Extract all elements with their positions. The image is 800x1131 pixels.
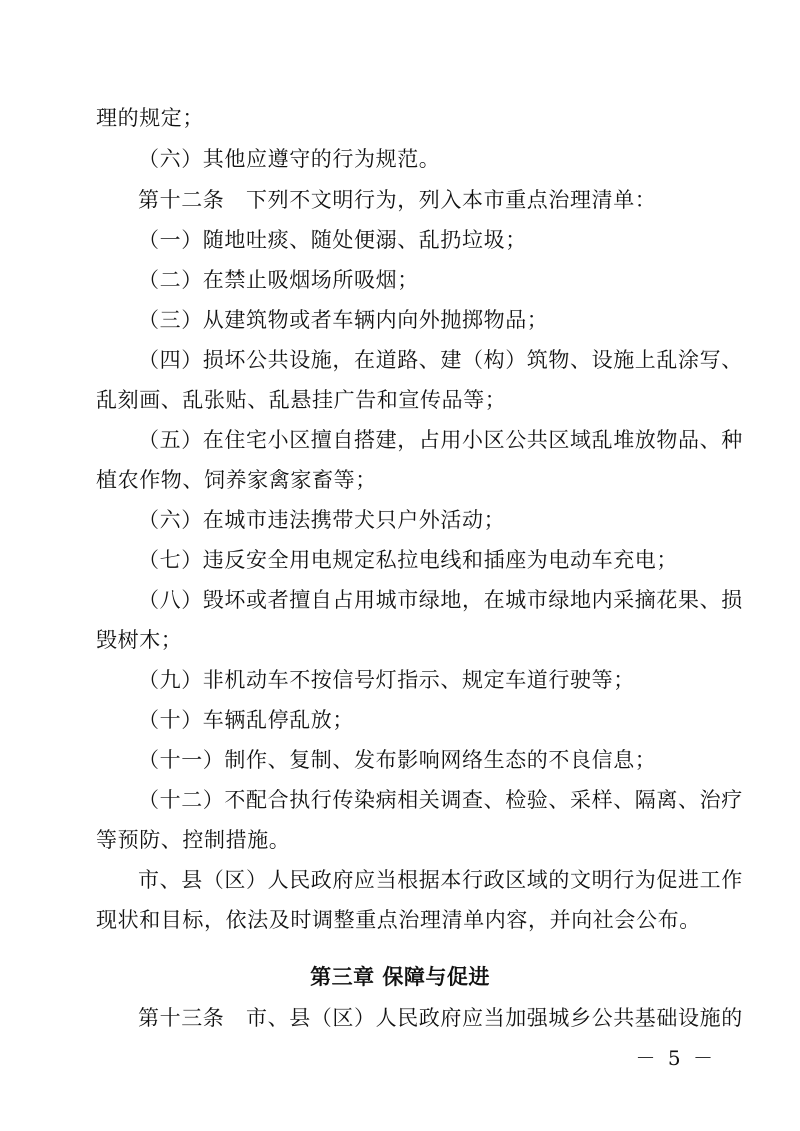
article-12-heading: 第十二条 下列不文明行为，列入本市重点治理清单： — [138, 188, 657, 212]
text-line: （六）其他应遵守的行为规范。 — [138, 147, 441, 171]
text-line: 等预防、控制措施。 — [96, 828, 291, 852]
list-item: （八）毁坏或者擅自占用城市绿地，在城市绿地内采摘花果、损 — [138, 588, 743, 612]
list-item: （二）在禁止吸烟场所吸烟； — [138, 268, 419, 292]
list-item: （十二）不配合执行传染病相关调查、检验、采样、隔离、治疗 — [138, 788, 743, 812]
page-number: － 5 － — [635, 1046, 716, 1070]
list-item: （四）损坏公共设施，在道路、建（构）筑物、设施上乱涂写、 — [138, 348, 743, 372]
text-line: 理的规定； — [96, 106, 204, 130]
text-line: 植农作物、饲养家禽家畜等； — [96, 468, 377, 492]
text-line: 毁树木； — [96, 628, 183, 652]
list-item: （三）从建筑物或者车辆内向外抛掷物品； — [138, 308, 549, 332]
list-item: （十一）制作、复制、发布影响网络生态的不良信息； — [138, 748, 657, 772]
list-item: （五）在住宅小区擅自搭建，占用小区公共区域乱堆放物品、种 — [138, 428, 743, 452]
paragraph-line: 市、县（区）人民政府应当根据本行政区域的文明行为促进工作 — [138, 868, 743, 892]
article-13-heading: 第十三条 市、县（区）人民政府应当加强城乡公共基础设施的 — [138, 1006, 743, 1030]
list-item: （九）非机动车不按信号灯指示、规定车道行驶等； — [138, 668, 635, 692]
list-item: （七）违反安全用电规定私拉电线和插座为电动车充电； — [138, 548, 678, 572]
list-item: （十）车辆乱停乱放； — [138, 708, 354, 732]
list-item: （六）在城市违法携带犬只户外活动； — [138, 508, 506, 532]
list-item: （一）随地吐痰、随处便溺、乱扔垃圾； — [138, 228, 527, 252]
chapter-heading: 第三章 保障与促进 — [310, 965, 490, 989]
text-line: 乱刻画、乱张贴、乱悬挂广告和宣传品等； — [96, 388, 507, 412]
text-line: 现状和目标，依法及时调整重点治理清单内容，并向社会公布。 — [96, 908, 701, 932]
